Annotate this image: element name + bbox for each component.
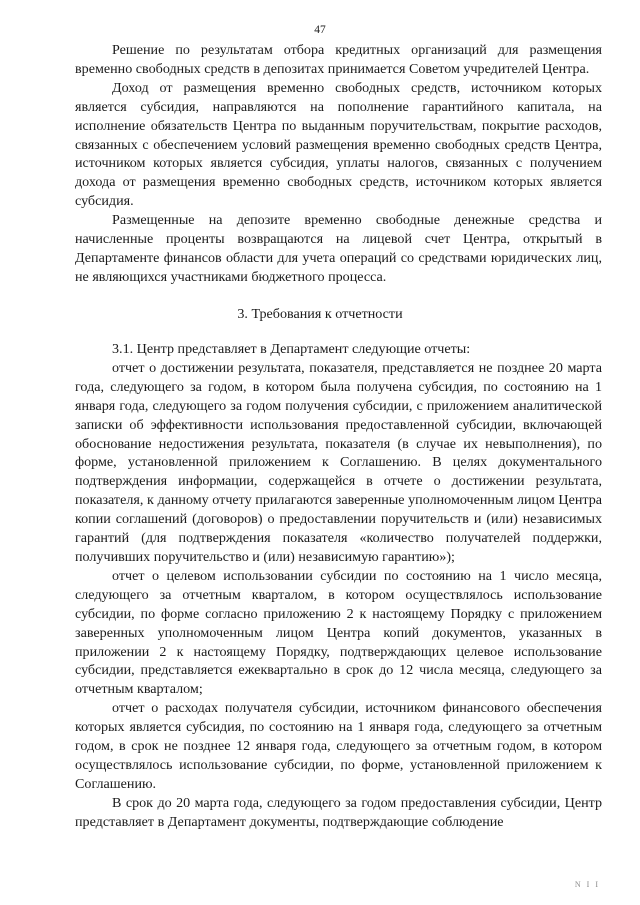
- paragraph: отчет о расходах получателя субсидии, источником финансового обеспечения которых является субсидия, по состоянию на 1 января года, следующего за отчетным годом, в срок не позднее 12 января года, следующего за отчетным годом, в котором осуществлялось использование субсидии, по форме, установленной приложением к Соглашению.: [75, 700, 602, 792]
- text-block-top: [75, 41, 602, 287]
- section-heading: 3. Требования к отчетности: [237, 306, 403, 322]
- scan-mark: N I I: [574, 880, 600, 890]
- text-block-bottom: [75, 340, 602, 832]
- paragraph: отчет о целевом использовании субсидии по состоянию на 1 число месяца, следующего за отчетным кварталом, в котором осуществлялось использование субсидии, по форме согласно приложению 2 к настоящему Порядку с приложением заверенных уполномоченным лицом Центра копий документов, указанных в приложении 2 к настоящему Порядку, подтверждающих целевое использование субсидии, представляется ежеквартально в срок до 12 числа месяца, следующего за отчетным кварталом;: [75, 567, 602, 698]
- paragraph: Размещенные на депозите временно свободные денежные средства и начисленные проценты возвращаются на лицевой счет Центра, открытый в Департаменте финансов области для учета операций со средствами юридических лиц, не являющихся участниками бюджетного процесса.: [75, 212, 602, 285]
- page-number: 47: [314, 24, 326, 36]
- paragraph: 3.1. Центр представляет в Департамент следующие отчеты:: [112, 341, 471, 357]
- paragraph: Доход от размещения временно свободных средств, источником которых является субсидия, направляются на пополнение гарантийного капитала, на исполнение обязательств Центра по выданным поручительствам, покрытие расходов, связанных с обеспечением условий размещения временно свободных средств Центра, источником которых является субсидия, уплаты налогов, связанных с получением дохода от размещения временно свободных средств, источником которых является субсидия.: [75, 79, 602, 210]
- paragraph: Решение по результатам отбора кредитных организаций для размещения временно свободных средств в депозитах принимается Советом учредителей Центра.: [75, 42, 602, 77]
- paragraph: В срок до 20 марта года, следующего за годом предоставления субсидии, Центр представляет в Департамент документы, подтверждающие соблюдение: [75, 794, 602, 830]
- paragraph: отчет о достижении результата, показателя, представляется не позднее 20 марта года, следующего за годом, в котором была получена субсидия, по состоянию на 1 января года, следующего за годом получения субсидии, с приложением аналитической записки об эффективности использования предоставленной субсидии, включающей обоснование недостижения результата, показателя (в случае их невыполнения), по форме, установленной приложением к Соглашению. В целях документального подтверждения информации, содержащейся в отчете о достижении результата, показателя, к данному отчету прилагаются заверенные уполномоченным лицом Центра копии соглашений (договоров) о предоставлении поручительств и (или) независимых гарантий (для подтверждения показателя «количество получателей поддержки, получивших поручительство и (или) независимую гарантию»);: [75, 359, 602, 565]
